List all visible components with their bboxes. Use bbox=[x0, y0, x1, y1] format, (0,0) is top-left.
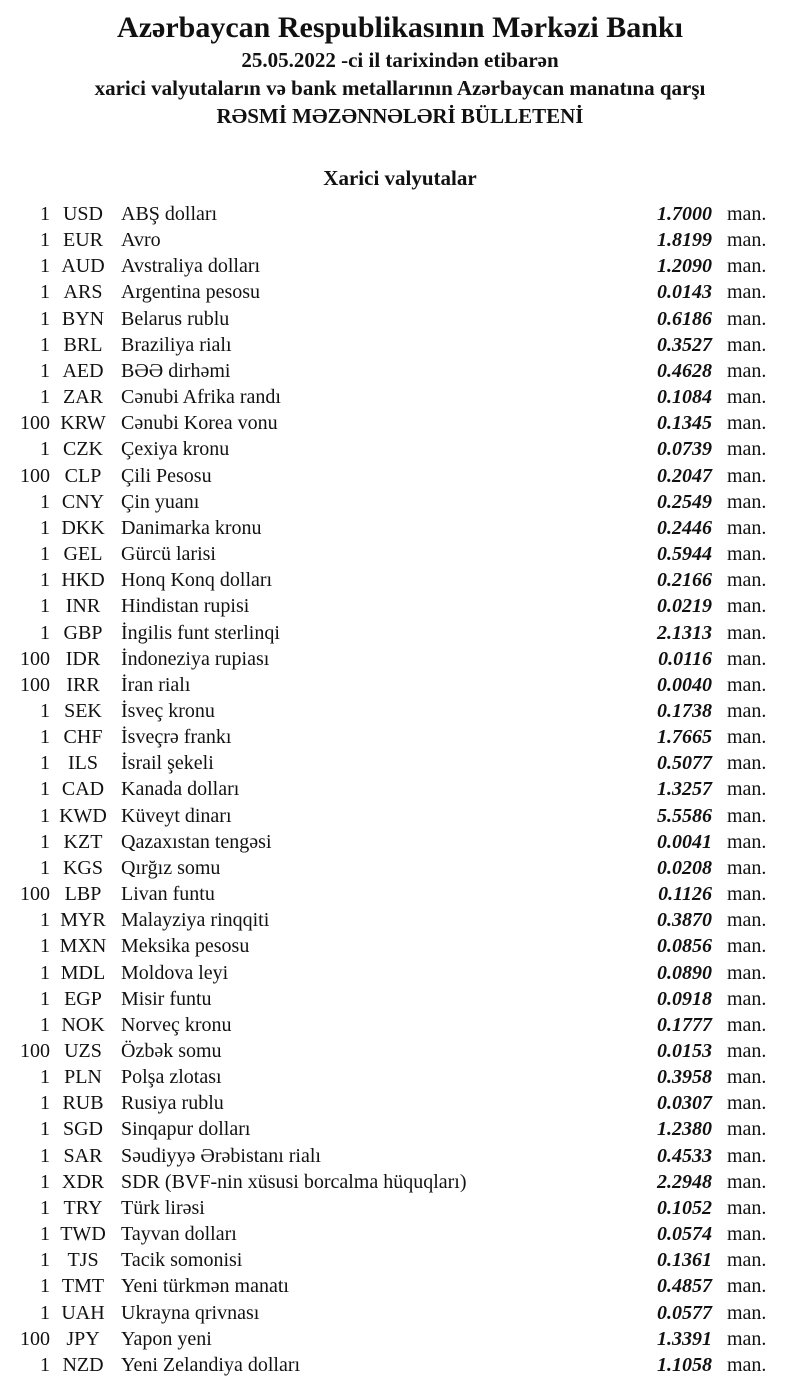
currency-row bbox=[0, 227, 800, 253]
currency-unit: man. bbox=[727, 543, 767, 566]
currency-name: Cənubi Afrika randı bbox=[121, 386, 281, 409]
currency-rate: 2.2948 bbox=[657, 1170, 712, 1193]
currency-name: Səudiyyə Ərəbistanı rialı bbox=[121, 1144, 321, 1167]
currency-rate: 0.0739 bbox=[657, 438, 712, 461]
currency-row bbox=[0, 1116, 800, 1142]
currency-rate: 1.3257 bbox=[657, 778, 712, 801]
currency-rate: 0.0040 bbox=[657, 673, 712, 696]
currency-rate: 0.0307 bbox=[657, 1092, 712, 1115]
currency-quantity: 1 bbox=[40, 543, 50, 566]
currency-rate: 5.5586 bbox=[657, 804, 712, 827]
currency-rate: 0.5077 bbox=[657, 752, 712, 775]
currency-rate: 0.3870 bbox=[657, 909, 712, 932]
currency-unit: man. bbox=[727, 333, 767, 356]
currency-row bbox=[0, 1090, 800, 1116]
currency-rate: 1.8199 bbox=[657, 229, 712, 252]
currency-unit: man. bbox=[727, 647, 767, 670]
currency-unit: man. bbox=[727, 1170, 767, 1193]
currency-quantity: 100 bbox=[20, 1040, 50, 1062]
currency-quantity: 1 bbox=[40, 778, 50, 801]
currency-code: MYR bbox=[60, 909, 106, 932]
currency-unit: man. bbox=[727, 830, 767, 853]
currency-quantity: 1 bbox=[40, 1353, 50, 1376]
currency-quantity: 1 bbox=[40, 1170, 50, 1193]
currency-code: SAR bbox=[63, 1144, 103, 1167]
currency-quantity: 100 bbox=[20, 647, 50, 670]
currency-code: BYN bbox=[61, 307, 105, 330]
currency-code: CHF bbox=[63, 726, 103, 749]
currency-quantity: 1 bbox=[40, 595, 50, 618]
currency-quantity: 1 bbox=[40, 307, 50, 330]
currency-name: ABŞ dolları bbox=[121, 203, 218, 225]
currency-quantity: 1 bbox=[40, 438, 50, 461]
currency-quantity: 1 bbox=[40, 987, 50, 1010]
currency-name: Belarus rublu bbox=[121, 307, 230, 330]
currency-unit: man. bbox=[727, 386, 767, 409]
currency-quantity: 1 bbox=[40, 1144, 50, 1167]
currency-quantity: 1 bbox=[40, 569, 50, 592]
currency-code: ZAR bbox=[63, 386, 103, 409]
currency-quantity: 1 bbox=[40, 229, 50, 252]
currency-code: UZS bbox=[64, 1040, 102, 1062]
currency-name: Meksika pesosu bbox=[121, 935, 250, 958]
currency-name: Yeni Zelandiya dolları bbox=[121, 1353, 301, 1376]
currency-row bbox=[0, 1012, 800, 1038]
currency-rate: 0.2166 bbox=[657, 569, 712, 592]
currency-quantity: 1 bbox=[40, 1223, 50, 1246]
currency-row bbox=[0, 332, 800, 358]
currency-rate: 0.2446 bbox=[657, 516, 712, 539]
currency-rate: 0.4533 bbox=[657, 1144, 712, 1167]
bank-title: Azərbaycan Respublikasının Mərkəzi Bankı bbox=[117, 11, 683, 44]
currency-row bbox=[0, 646, 800, 672]
currency-row bbox=[0, 829, 800, 855]
currency-row bbox=[0, 253, 800, 279]
currency-quantity: 1 bbox=[40, 830, 50, 853]
currency-unit: man. bbox=[727, 699, 767, 722]
currency-name: Polşa zlotası bbox=[121, 1066, 222, 1089]
currency-unit: man. bbox=[727, 438, 767, 461]
currency-code: AED bbox=[62, 359, 104, 382]
currency-name: Türk lirəsi bbox=[121, 1196, 205, 1219]
currency-code: EGP bbox=[64, 987, 102, 1010]
currency-row bbox=[0, 384, 800, 410]
currency-rate: 0.1345 bbox=[657, 412, 712, 435]
currency-rate: 0.3527 bbox=[657, 333, 712, 356]
currency-quantity: 1 bbox=[40, 1013, 50, 1036]
currency-code: CZK bbox=[63, 438, 103, 461]
currency-quantity: 1 bbox=[40, 359, 50, 382]
currency-unit: man. bbox=[727, 359, 767, 382]
currency-unit: man. bbox=[727, 778, 767, 801]
currency-rate: 0.0890 bbox=[657, 961, 712, 984]
currency-name: Tacik somonisi bbox=[121, 1249, 243, 1272]
currency-row bbox=[0, 907, 800, 933]
currency-quantity: 1 bbox=[40, 1196, 50, 1219]
currency-name: Malayziya rinqqiti bbox=[121, 909, 270, 932]
currency-unit: man. bbox=[727, 307, 767, 330]
currency-unit: man. bbox=[727, 203, 767, 225]
currency-unit: man. bbox=[727, 255, 767, 278]
currency-row bbox=[0, 960, 800, 986]
currency-row bbox=[0, 803, 800, 829]
currency-unit: man. bbox=[727, 569, 767, 592]
bulletin-title-line: RƏSMİ MƏZƏNNƏLƏRİ BÜLLETENİ bbox=[216, 104, 584, 128]
currency-name: Danimarka kronu bbox=[121, 516, 262, 539]
currency-rate: 0.0574 bbox=[657, 1223, 712, 1246]
currency-quantity: 1 bbox=[40, 1275, 50, 1298]
currency-name: Avstraliya dolları bbox=[121, 255, 261, 278]
currency-name: Çexiya kronu bbox=[121, 438, 230, 461]
currency-code: HKD bbox=[61, 569, 105, 592]
currency-rate: 0.0918 bbox=[657, 987, 712, 1010]
currency-quantity: 1 bbox=[40, 961, 50, 984]
currency-code: NZD bbox=[62, 1353, 104, 1376]
currency-unit: man. bbox=[727, 412, 767, 435]
currency-code: ILS bbox=[68, 752, 98, 775]
currency-rate: 1.2090 bbox=[657, 255, 712, 278]
currency-rate: 0.1126 bbox=[658, 883, 712, 906]
currency-code: BRL bbox=[63, 333, 103, 356]
currency-rate: 0.2047 bbox=[657, 464, 712, 487]
currency-row bbox=[0, 201, 800, 227]
currency-row bbox=[0, 1038, 800, 1064]
currency-rate: 0.3958 bbox=[657, 1066, 712, 1089]
currency-quantity: 1 bbox=[40, 281, 50, 304]
currency-unit: man. bbox=[727, 1223, 767, 1246]
currency-unit: man. bbox=[727, 229, 767, 252]
currency-rate: 0.1052 bbox=[657, 1196, 712, 1219]
currency-name: Sinqapur dolları bbox=[121, 1118, 251, 1141]
currency-name: İngilis funt sterlinqi bbox=[121, 621, 280, 644]
currency-quantity: 1 bbox=[40, 1301, 50, 1324]
currency-name: Misir funtu bbox=[121, 987, 212, 1010]
currency-quantity: 1 bbox=[40, 333, 50, 356]
currency-quantity: 1 bbox=[40, 935, 50, 958]
currency-name: Honq Konq dolları bbox=[121, 569, 273, 592]
currency-quantity: 100 bbox=[20, 412, 50, 435]
currency-unit: man. bbox=[727, 804, 767, 827]
currency-code: NOK bbox=[61, 1013, 105, 1036]
currency-quantity: 1 bbox=[40, 804, 50, 827]
currency-quantity: 1 bbox=[40, 621, 50, 644]
currency-unit: man. bbox=[727, 1249, 767, 1272]
currency-row bbox=[0, 1273, 800, 1299]
currency-code: CLP bbox=[64, 464, 102, 487]
currency-name: Rusiya rublu bbox=[121, 1092, 224, 1115]
currency-unit: man. bbox=[727, 987, 767, 1010]
currency-unit: man. bbox=[727, 281, 767, 304]
currency-row bbox=[0, 1300, 800, 1326]
currency-name: BƏƏ dirhəmi bbox=[121, 359, 231, 382]
currency-code: GEL bbox=[63, 543, 103, 566]
bulletin-header bbox=[0, 0, 800, 130]
currency-unit: man. bbox=[727, 1013, 767, 1036]
currency-rate: 0.0116 bbox=[658, 647, 712, 670]
currency-row bbox=[0, 1064, 800, 1090]
currency-rate: 1.2380 bbox=[657, 1118, 712, 1141]
currency-unit: man. bbox=[727, 1118, 767, 1141]
currency-code: KWD bbox=[59, 804, 107, 827]
currency-unit: man. bbox=[727, 752, 767, 775]
currency-unit: man. bbox=[727, 595, 767, 618]
currency-rate: 0.0856 bbox=[657, 935, 712, 958]
currency-rate: 0.1777 bbox=[657, 1013, 712, 1036]
currency-code: KZT bbox=[63, 830, 103, 853]
currency-row bbox=[0, 724, 800, 750]
currency-rates-table bbox=[0, 201, 800, 1377]
currency-rate: 0.4857 bbox=[657, 1275, 712, 1298]
section-title-foreign-currencies: Xarici valyutalar bbox=[323, 166, 477, 190]
currency-name: Çin yuanı bbox=[121, 490, 200, 513]
currency-name: Küveyt dinarı bbox=[121, 804, 232, 827]
currency-rate: 0.0041 bbox=[657, 830, 712, 853]
currency-row bbox=[0, 463, 800, 489]
currency-unit: man. bbox=[727, 1092, 767, 1115]
currency-code: KGS bbox=[62, 856, 103, 879]
currency-row bbox=[0, 620, 800, 646]
subject-line: xarici valyutaların və bank metallarının Azərbaycan manatına qarşı bbox=[94, 76, 706, 100]
currency-code: RUB bbox=[62, 1092, 104, 1115]
currency-quantity: 1 bbox=[40, 726, 50, 749]
currency-unit: man. bbox=[727, 883, 767, 906]
currency-row bbox=[0, 306, 800, 332]
currency-quantity: 100 bbox=[20, 673, 50, 696]
currency-quantity: 100 bbox=[20, 883, 50, 906]
currency-code: LBP bbox=[64, 883, 102, 906]
currency-name: Özbək somu bbox=[121, 1040, 222, 1062]
currency-code: TWD bbox=[60, 1223, 106, 1246]
currency-code: UAH bbox=[61, 1301, 105, 1324]
currency-code: JPY bbox=[66, 1327, 100, 1350]
currency-row bbox=[0, 698, 800, 724]
currency-name: Ukrayna qrivnası bbox=[121, 1301, 260, 1324]
currency-code: GBP bbox=[63, 621, 103, 644]
currency-code: PLN bbox=[64, 1066, 102, 1089]
currency-unit: man. bbox=[727, 961, 767, 984]
currency-row bbox=[0, 1352, 800, 1377]
currency-code: AUD bbox=[61, 255, 105, 278]
currency-rate: 0.4628 bbox=[657, 359, 712, 382]
currency-name: Tayvan dolları bbox=[121, 1223, 237, 1246]
currency-unit: man. bbox=[727, 1327, 767, 1350]
currency-rate: 0.6186 bbox=[657, 307, 712, 330]
currency-quantity: 1 bbox=[40, 752, 50, 775]
currency-name: İran rialı bbox=[121, 673, 191, 696]
currency-row bbox=[0, 410, 800, 436]
currency-unit: man. bbox=[727, 856, 767, 879]
currency-quantity: 1 bbox=[40, 203, 50, 225]
currency-row bbox=[0, 672, 800, 698]
currency-name: Çili Pesosu bbox=[121, 464, 212, 487]
currency-row bbox=[0, 515, 800, 541]
currency-row bbox=[0, 567, 800, 593]
currency-unit: man. bbox=[727, 909, 767, 932]
currency-rate: 1.3391 bbox=[657, 1327, 712, 1350]
currency-name: Qazaxıstan tengəsi bbox=[121, 830, 272, 853]
currency-rate: 0.0143 bbox=[657, 281, 712, 304]
currency-name: İsrail şekeli bbox=[121, 752, 214, 775]
currency-quantity: 1 bbox=[40, 909, 50, 932]
currency-name: Kanada dolları bbox=[121, 778, 240, 801]
currency-quantity: 1 bbox=[40, 516, 50, 539]
currency-name: Qırğız somu bbox=[121, 856, 221, 879]
currency-rate: 1.7000 bbox=[657, 203, 712, 225]
currency-code: CNY bbox=[61, 490, 105, 513]
currency-code: SGD bbox=[62, 1118, 103, 1141]
currency-name: Braziliya rialı bbox=[121, 333, 232, 356]
currency-name: Gürcü larisi bbox=[121, 543, 216, 566]
currency-rate: 0.5944 bbox=[657, 543, 712, 566]
currency-row bbox=[0, 750, 800, 776]
currency-quantity: 1 bbox=[40, 699, 50, 722]
currency-name: İndoneziya rupiası bbox=[121, 647, 270, 670]
currency-code: SEK bbox=[64, 699, 102, 722]
currency-unit: man. bbox=[727, 1066, 767, 1089]
currency-code: USD bbox=[62, 203, 103, 225]
currency-rate: 0.1084 bbox=[657, 386, 712, 409]
currency-row bbox=[0, 1143, 800, 1169]
currency-unit: man. bbox=[727, 490, 767, 513]
currency-rate: 2.1313 bbox=[657, 621, 712, 644]
currency-code: KRW bbox=[60, 412, 106, 435]
currency-code: ARS bbox=[63, 281, 103, 304]
effective-date-line: 25.05.2022 -ci il tarixindən etibarən bbox=[241, 48, 559, 72]
currency-row bbox=[0, 776, 800, 802]
currency-unit: man. bbox=[727, 464, 767, 487]
currency-row bbox=[0, 986, 800, 1012]
currency-unit: man. bbox=[727, 726, 767, 749]
currency-row bbox=[0, 1221, 800, 1247]
currency-quantity: 100 bbox=[20, 464, 50, 487]
currency-unit: man. bbox=[727, 1301, 767, 1324]
currency-rate: 0.1361 bbox=[657, 1249, 712, 1272]
currency-name: Yeni türkmən manatı bbox=[121, 1275, 289, 1298]
currency-row bbox=[0, 593, 800, 619]
currency-rate: 0.1738 bbox=[657, 699, 712, 722]
currency-quantity: 1 bbox=[40, 1066, 50, 1089]
currency-code: TRY bbox=[63, 1196, 103, 1219]
currency-rate: 1.7665 bbox=[657, 726, 712, 749]
currency-quantity: 1 bbox=[40, 1249, 50, 1272]
currency-row bbox=[0, 358, 800, 384]
currency-rate: 0.0219 bbox=[657, 595, 712, 618]
currency-name: Yapon yeni bbox=[121, 1327, 212, 1350]
currency-code: EUR bbox=[63, 229, 103, 252]
currency-row bbox=[0, 1247, 800, 1273]
currency-name: Livan funtu bbox=[121, 883, 215, 906]
currency-quantity: 1 bbox=[40, 1118, 50, 1141]
currency-unit: man. bbox=[727, 935, 767, 958]
currency-name: Norveç kronu bbox=[121, 1013, 232, 1036]
currency-code: INR bbox=[65, 595, 101, 618]
currency-unit: man. bbox=[727, 673, 767, 696]
currency-code: IRR bbox=[66, 673, 100, 696]
currency-unit: man. bbox=[727, 1353, 767, 1376]
currency-unit: man. bbox=[727, 516, 767, 539]
currency-row bbox=[0, 881, 800, 907]
currency-row bbox=[0, 1195, 800, 1221]
currency-name: Argentina pesosu bbox=[121, 281, 261, 304]
currency-unit: man. bbox=[727, 621, 767, 644]
currency-unit: man. bbox=[727, 1040, 767, 1062]
currency-row bbox=[0, 541, 800, 567]
currency-name: Avro bbox=[121, 229, 161, 252]
currency-row bbox=[0, 279, 800, 305]
currency-code: IDR bbox=[65, 647, 101, 670]
currency-row bbox=[0, 1326, 800, 1352]
currency-rate: 0.2549 bbox=[657, 490, 712, 513]
currency-row bbox=[0, 1169, 800, 1195]
currency-code: MXN bbox=[59, 935, 107, 958]
currency-quantity: 1 bbox=[40, 386, 50, 409]
currency-rate: 1.1058 bbox=[657, 1353, 712, 1376]
currency-unit: man. bbox=[727, 1196, 767, 1219]
currency-quantity: 1 bbox=[40, 255, 50, 278]
currency-unit: man. bbox=[727, 1144, 767, 1167]
currency-quantity: 1 bbox=[40, 1092, 50, 1115]
currency-rate: 0.0577 bbox=[657, 1301, 712, 1324]
currency-quantity: 100 bbox=[20, 1327, 50, 1350]
currency-name: Moldova leyi bbox=[121, 961, 229, 984]
currency-code: MDL bbox=[60, 961, 106, 984]
currency-row bbox=[0, 855, 800, 881]
currency-row bbox=[0, 933, 800, 959]
currency-unit: man. bbox=[727, 1275, 767, 1298]
currency-quantity: 1 bbox=[40, 856, 50, 879]
currency-name: İsveç kronu bbox=[121, 699, 215, 722]
currency-name: İsveçrə frankı bbox=[121, 726, 232, 749]
currency-rate: 0.0208 bbox=[657, 856, 712, 879]
currency-code: TMT bbox=[61, 1275, 105, 1298]
currency-quantity: 1 bbox=[40, 490, 50, 513]
currency-row bbox=[0, 436, 800, 462]
currency-row bbox=[0, 489, 800, 515]
currency-name: SDR (BVF-nin xüsusi borcalma hüquqları) bbox=[121, 1170, 467, 1193]
currency-name: Hindistan rupisi bbox=[121, 595, 250, 618]
currency-code: CAD bbox=[61, 778, 105, 801]
currency-name: Cənubi Korea vonu bbox=[121, 412, 278, 435]
currency-code: XDR bbox=[61, 1170, 105, 1193]
currency-rate: 0.0153 bbox=[657, 1040, 712, 1062]
currency-code: DKK bbox=[61, 516, 105, 539]
currency-code: TJS bbox=[67, 1249, 99, 1272]
